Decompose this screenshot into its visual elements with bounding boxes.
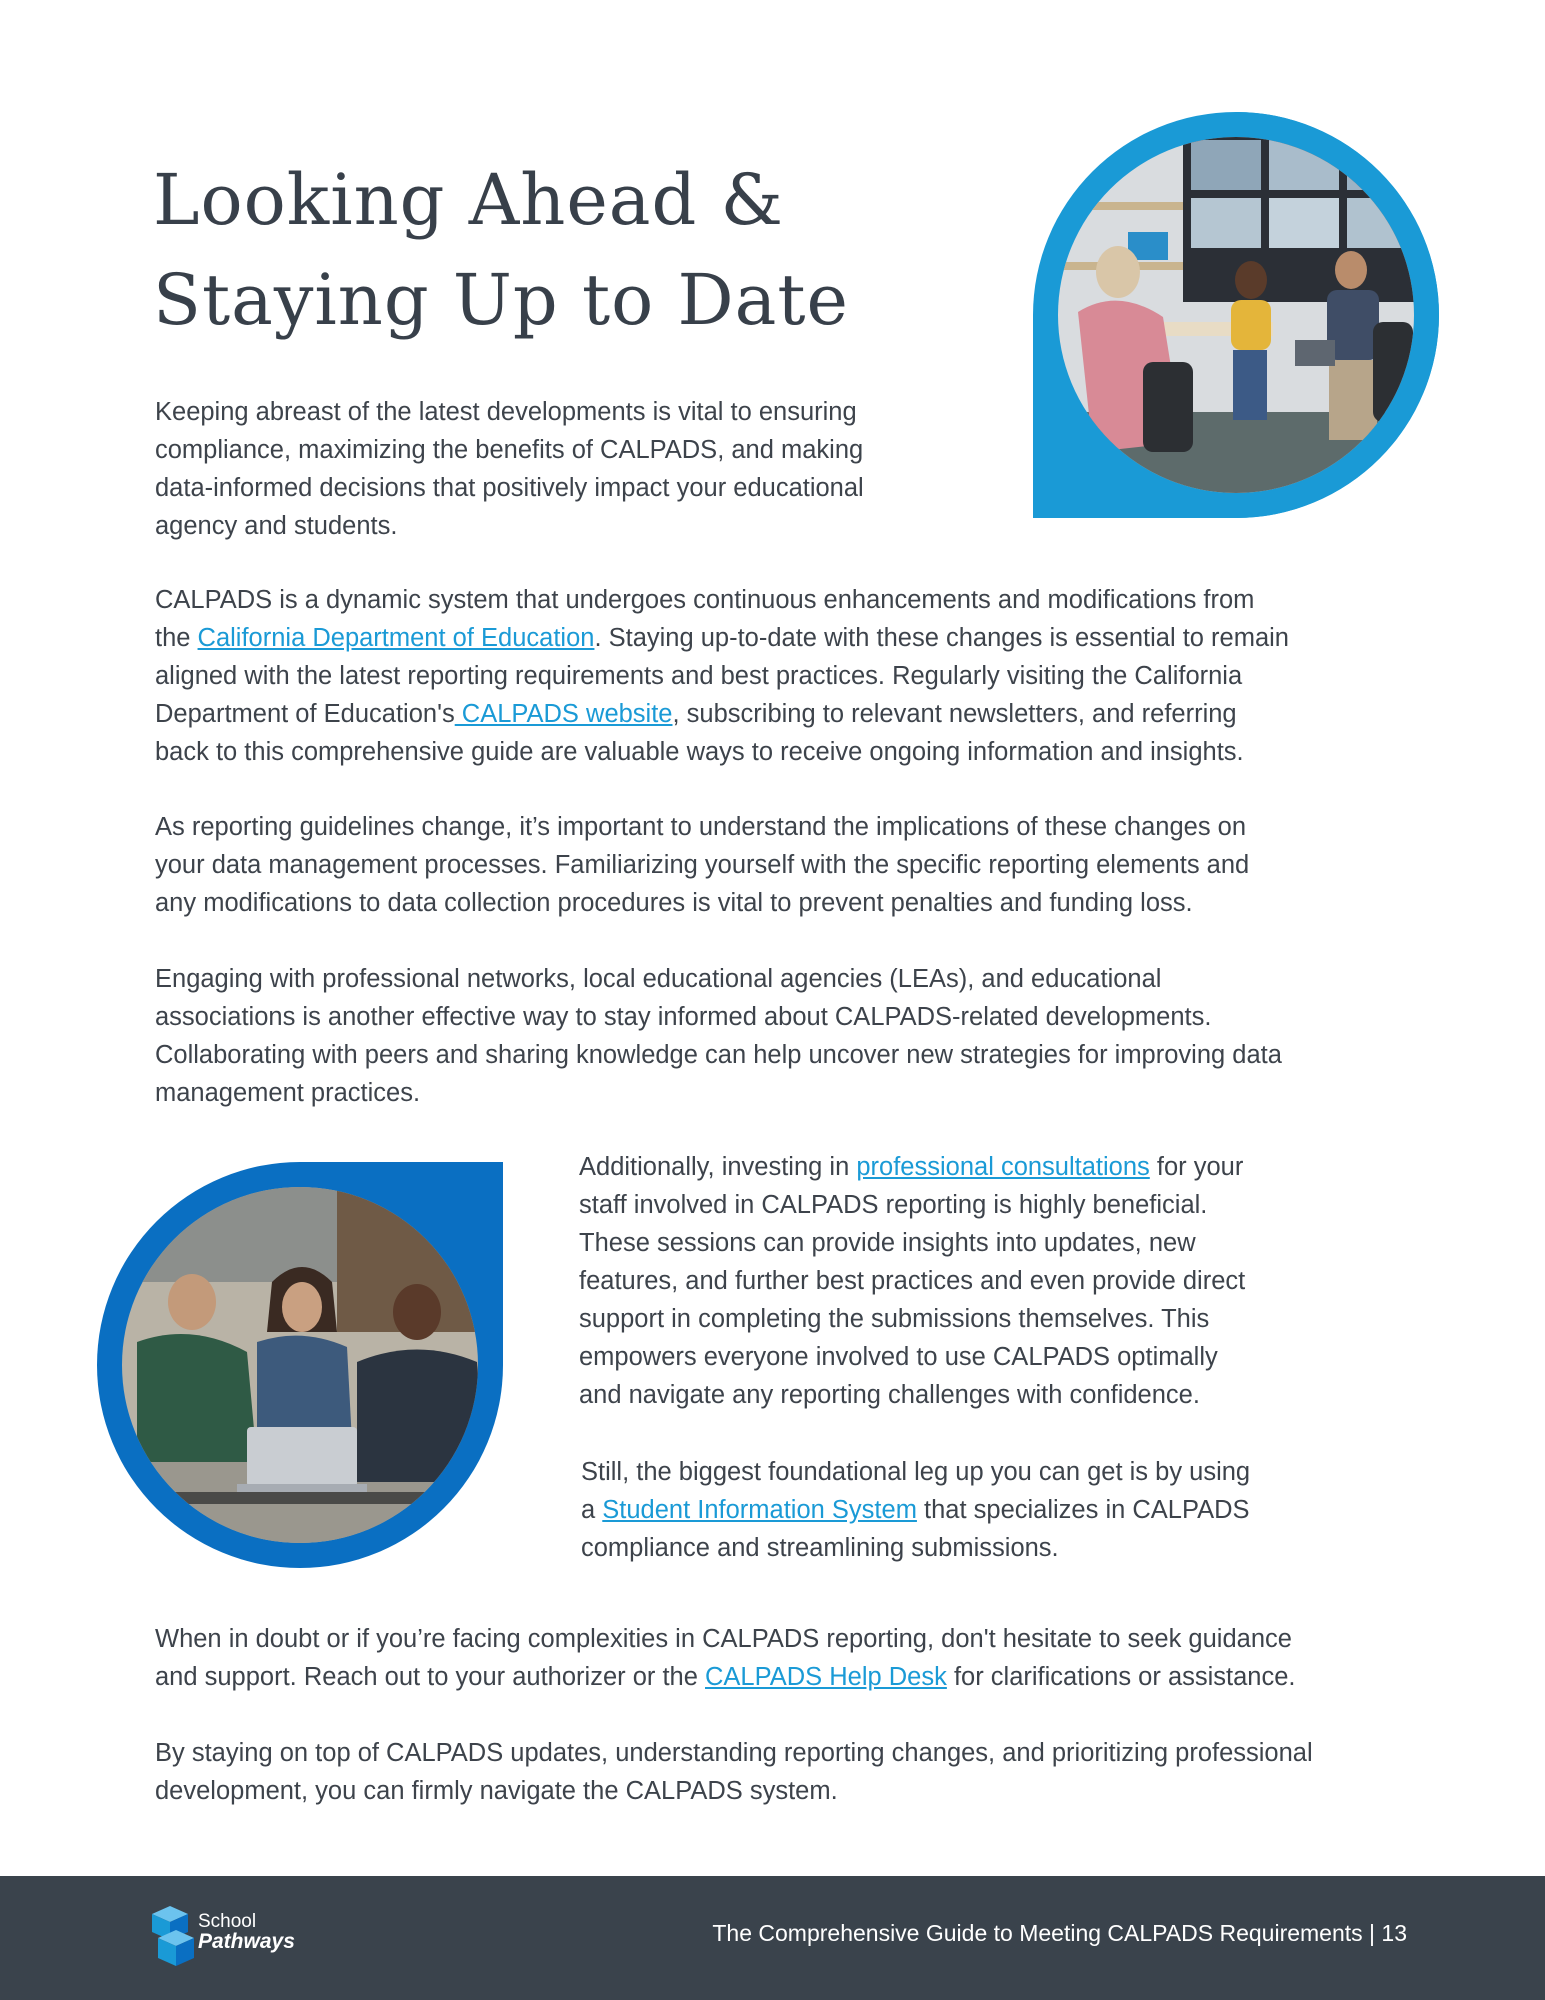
paragraph-line: When in doubt or if you’re facing complexities in CALPADS reporting, don't hesitate to seek guidance	[155, 1625, 1292, 1653]
paragraph-line: development, you can firmly navigate the CALPADS system.	[155, 1777, 838, 1805]
paragraph-student-information-system	[581, 1453, 1250, 1567]
paragraph-line: empowers everyone involved to use CALPADS optimally	[579, 1343, 1218, 1371]
paragraph-line	[155, 1658, 1296, 1696]
paragraph-line: staff involved in CALPADS reporting is highly beneficial.	[579, 1191, 1208, 1219]
text-run: for clarifications or assistance.	[946, 1663, 1296, 1691]
paragraph-line	[155, 695, 1289, 733]
paragraph-line: any modifications to data collection procedures is vital to prevent penalties and funding loss.	[155, 889, 1193, 917]
paragraph-line: features, and further best practices and even provide direct	[579, 1267, 1246, 1295]
paragraph-line: Collaborating with peers and sharing knowledge can help uncover new strategies for improving data	[155, 1041, 1282, 1069]
california-department-of-education-link[interactable]: California Department of Education	[197, 624, 595, 652]
school-pathways-logo	[148, 1904, 295, 1977]
paragraph-line: Still, the biggest foundational leg up you can get is by using	[581, 1458, 1251, 1486]
paragraph-line: and navigate any reporting challenges with confidence.	[579, 1381, 1200, 1409]
text-run: a	[581, 1496, 603, 1524]
text-run: Additionally, investing in	[579, 1153, 857, 1181]
calpads-website-link[interactable]: CALPADS website	[454, 700, 673, 728]
text-run: the	[155, 624, 198, 652]
student-information-system-link[interactable]: Student Information System	[602, 1496, 917, 1524]
logo-line-1: School	[198, 1911, 257, 1932]
text-run: , subscribing to relevant newsletters, and referring	[672, 700, 1237, 728]
paragraph-line: These sessions can provide insights into updates, new	[579, 1229, 1196, 1257]
paragraph-line: compliance and streamlining submissions.	[581, 1534, 1059, 1562]
text-run: that specializes in CALPADS	[916, 1496, 1250, 1524]
paragraph-professional-consultations	[579, 1148, 1245, 1414]
paragraph-reporting-guidelines	[155, 808, 1249, 922]
paragraph-line: management practices.	[155, 1079, 421, 1107]
paragraph-line: CALPADS is a dynamic system that undergoes continuous enhancements and modifications from	[155, 586, 1255, 614]
professional-consultations-link[interactable]: professional consultations	[856, 1153, 1150, 1181]
text-run: and support. Reach out to your authorizer or the	[155, 1663, 705, 1691]
text-run: Department of Education's	[155, 700, 455, 728]
paragraph-help-desk	[155, 1620, 1296, 1696]
paragraph-intro-line: agency and students.	[155, 512, 398, 540]
paragraph-line: As reporting guidelines change, it’s important to understand the implications of these changes on	[155, 813, 1247, 841]
paragraph-line	[581, 1491, 1250, 1529]
paragraph-calpads-dynamic	[155, 581, 1289, 771]
paragraph-line: By staying on top of CALPADS updates, understanding reporting changes, and prioritizing professional	[155, 1739, 1313, 1767]
page-footer	[0, 1876, 1545, 2000]
bottom-photo	[97, 1162, 503, 1568]
text-run: for your	[1149, 1153, 1244, 1181]
top-photo-graphic	[1033, 112, 1439, 518]
paragraph-professional-networks	[155, 960, 1282, 1112]
paragraph-line: aligned with the latest reporting requirements and best practices. Regularly visiting the California	[155, 662, 1243, 690]
page-title-line-2: Staying Up to Date	[153, 259, 849, 341]
logo-line-2: Pathways	[198, 1930, 295, 1953]
paragraph-intro-line: compliance, maximizing the benefits of CALPADS, and making	[155, 436, 864, 464]
text-run: . Staying up-to-date with these changes is essential to remain	[594, 624, 1289, 652]
paragraph-line	[155, 619, 1289, 657]
paragraph-line: associations is another effective way to stay informed about CALPADS-related developments.	[155, 1003, 1212, 1031]
paragraph-intro-line: data-informed decisions that positively impact your educational	[155, 474, 864, 502]
paragraph-line: support in completing the submissions themselves. This	[579, 1305, 1210, 1333]
calpads-help-desk-link[interactable]: CALPADS Help Desk	[705, 1663, 947, 1691]
paragraph-line: your data management processes. Familiarizing yourself with the specific reporting elements and	[155, 851, 1250, 879]
school-pathways-logo-icon	[148, 1904, 198, 1972]
footer-guide-title: The Comprehensive Guide to Meeting CALPADS Requirements | 13	[712, 1920, 1407, 1946]
bottom-photo-graphic	[97, 1162, 503, 1568]
page-title	[153, 150, 849, 350]
logo-wordmark	[198, 1912, 295, 1952]
paragraph-line: back to this comprehensive guide are valuable ways to receive ongoing information and insights.	[155, 738, 1244, 766]
paragraph-line: Engaging with professional networks, local educational agencies (LEAs), and educational	[155, 965, 1162, 993]
paragraph-line	[579, 1148, 1245, 1186]
paragraph-intro-line: Keeping abreast of the latest developments is vital to ensuring	[155, 398, 857, 426]
top-photo	[1033, 112, 1439, 518]
page-title-line-1: Looking Ahead &	[153, 159, 784, 241]
paragraph-conclusion	[155, 1734, 1313, 1810]
paragraph-intro	[155, 393, 864, 545]
